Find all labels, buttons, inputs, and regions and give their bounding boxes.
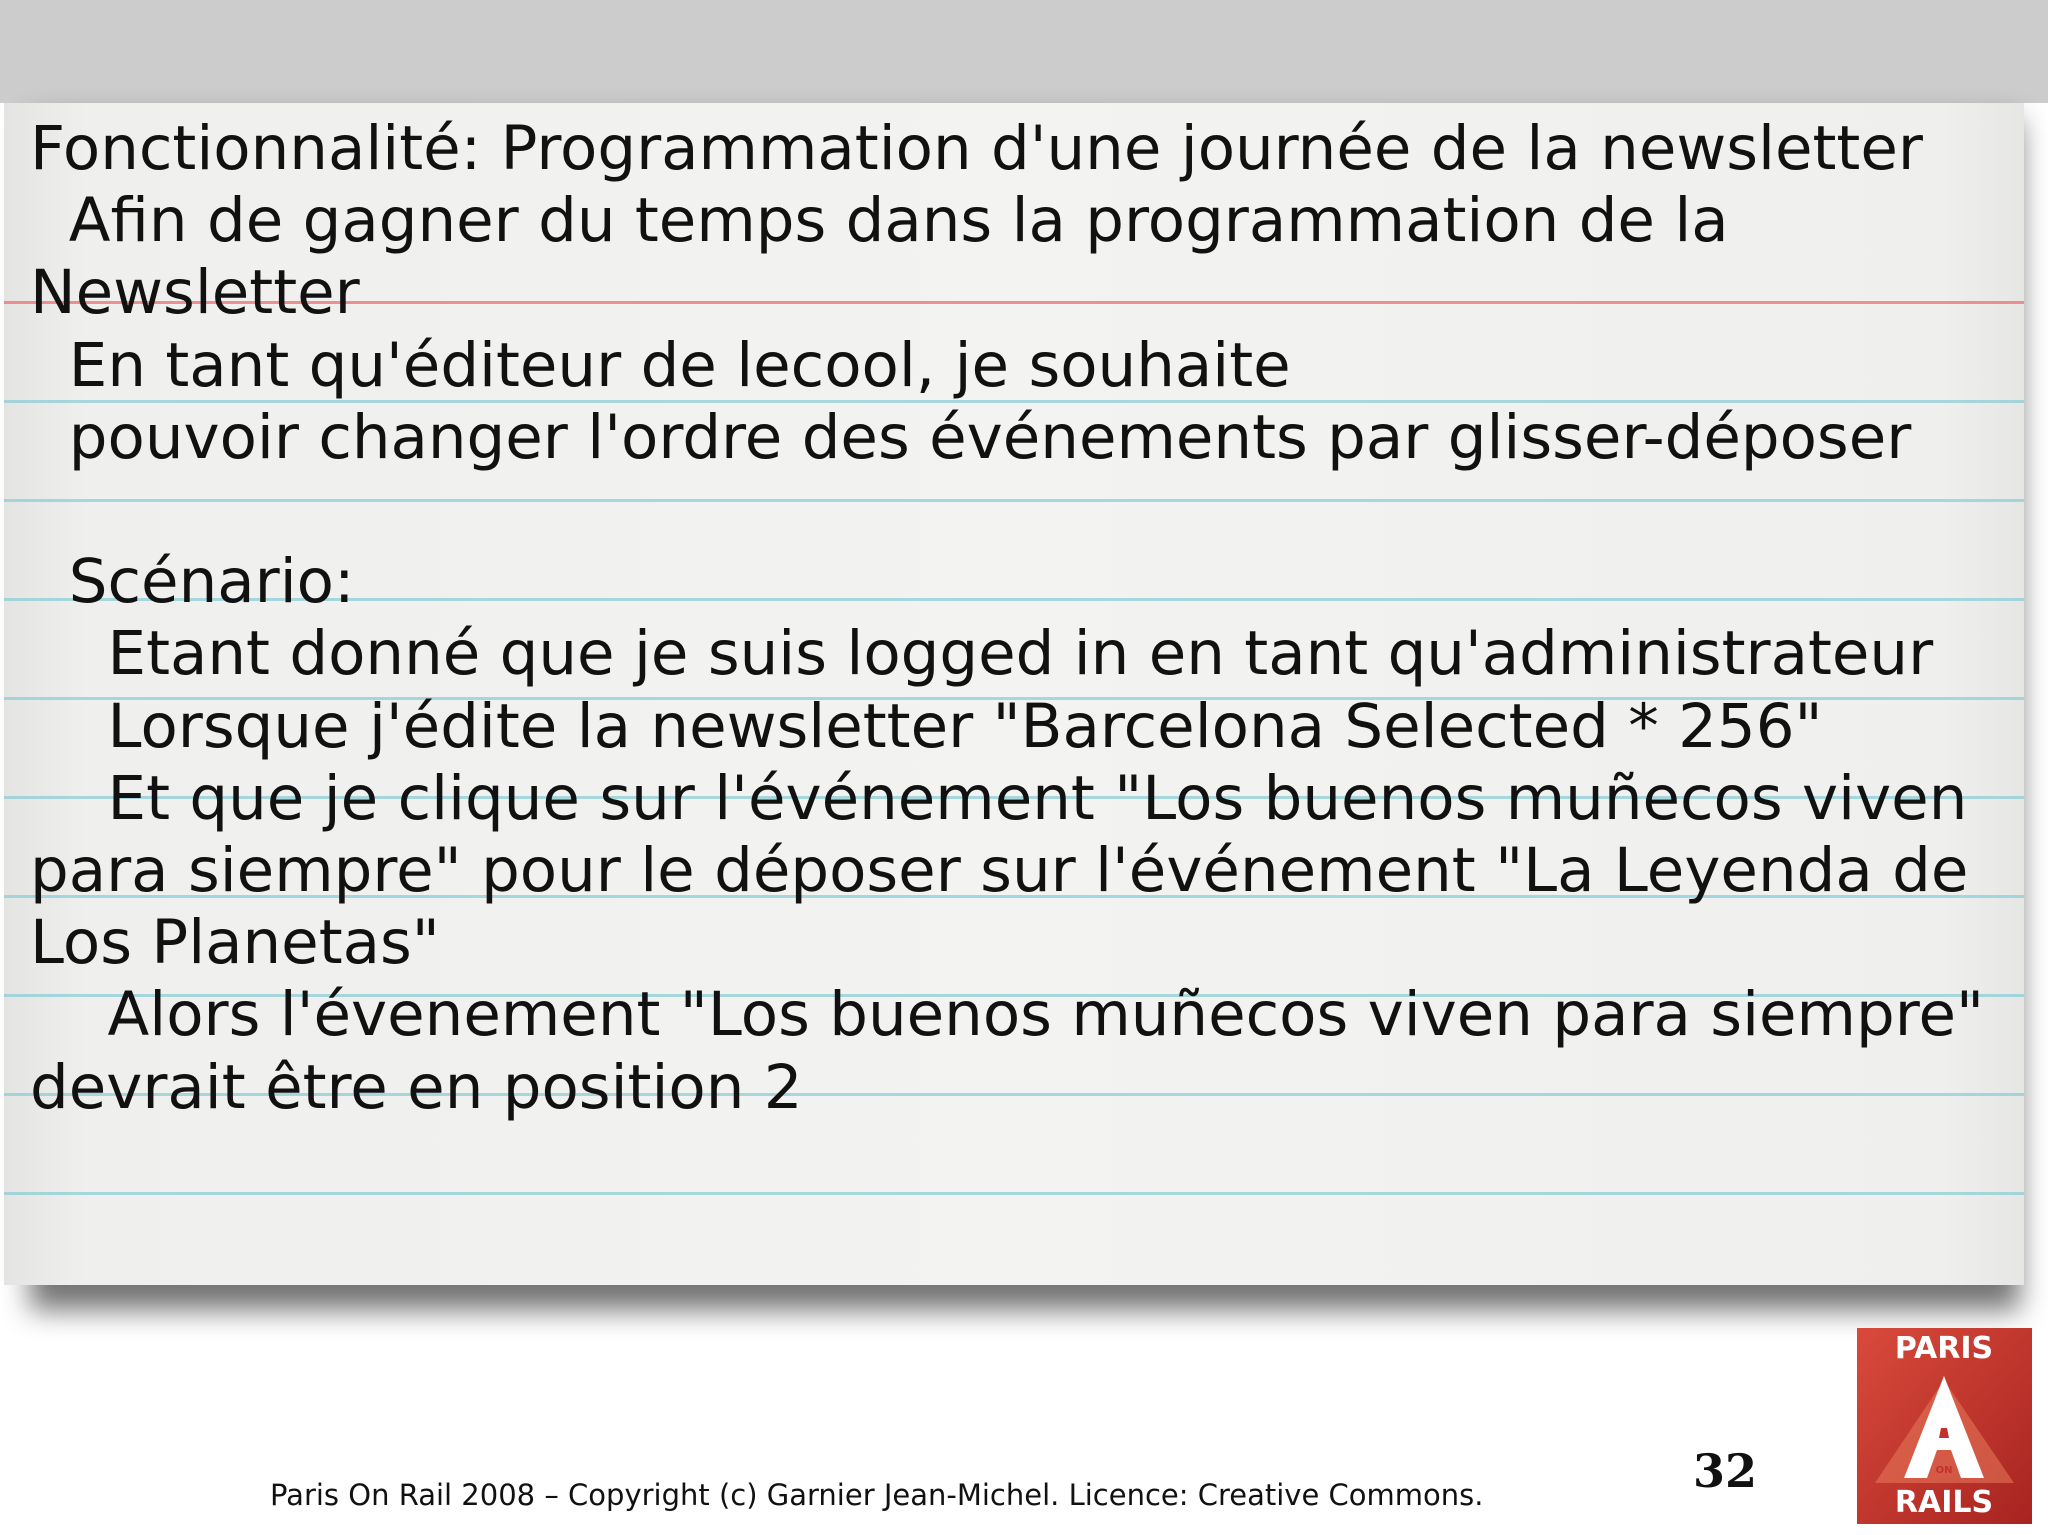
card-ruled-line	[4, 1192, 2024, 1195]
card-line: Alors l'évenement "Los buenos muñecos viven para siempre"	[30, 979, 1985, 1051]
footer-copyright: Paris On Rail 2008 – Copyright (c) Garnier Jean-Michel. Licence: Creative Commons.	[270, 1478, 1484, 1512]
card-line: En tant qu'éditeur de lecool, je souhaite	[30, 329, 1291, 401]
card-line: para siempre" pour le déposer sur l'événement "La Leyenda de	[30, 835, 1969, 907]
card-line: Newsletter	[30, 257, 360, 329]
slide-header-band	[0, 0, 2048, 103]
card-line: Scénario:	[30, 546, 355, 618]
index-card	[4, 103, 2024, 1285]
logo-bottom-word: RAILS	[1894, 1485, 1994, 1520]
card-line: Los Planetas"	[30, 907, 440, 979]
card-line: Lorsque j'édite la newsletter "Barcelona Selected * 256"	[30, 690, 1823, 762]
feature-scenario-text	[30, 113, 2020, 1124]
card-line: Et que je clique sur l'événement "Los buenos muñecos viven	[30, 762, 1968, 834]
card-line: devrait être en position 2	[30, 1051, 803, 1123]
card-line: Etant donné que je suis logged in en tant qu'administrateur	[30, 618, 1934, 690]
card-line: Afin de gagner du temps dans la programmation de la	[30, 185, 1729, 257]
slide-page-number: 32	[1693, 1444, 1758, 1498]
card-line: pouvoir changer l'ordre des événements par glisser-déposer	[30, 401, 1912, 473]
paris-on-rails-logo	[1857, 1328, 2032, 1524]
logo-top-word: PARIS	[1894, 1331, 1994, 1366]
card-line: Fonctionnalité: Programmation d'une journée de la newsletter	[30, 113, 1923, 184]
logo-small-word: ON	[1935, 1465, 1953, 1476]
